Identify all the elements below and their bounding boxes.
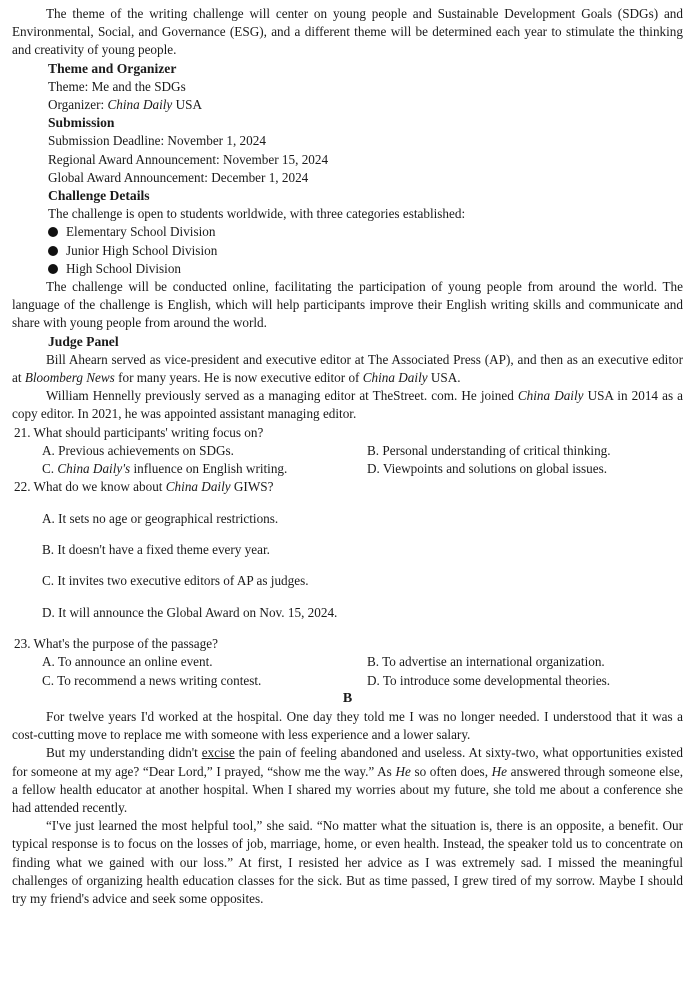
details-intro: The challenge is open to students worldwide, with three categories established: bbox=[48, 206, 466, 222]
category-item: Junior High School Division bbox=[48, 242, 683, 260]
organizer-rest: USA bbox=[172, 97, 202, 113]
judge-heading: Judge Panel bbox=[48, 333, 119, 349]
q23-option-c[interactable]: C. To recommend a news writing contest. bbox=[42, 672, 262, 688]
category-item: Elementary School Division bbox=[48, 223, 683, 241]
bullet-icon bbox=[48, 264, 58, 274]
organizer-label: Organizer: bbox=[48, 97, 108, 113]
deadline-line: Submission Deadline: November 1, 2024 bbox=[48, 133, 266, 149]
bullet-icon bbox=[48, 227, 58, 237]
regional-line: Regional Award Announcement: November 15, 2024 bbox=[48, 151, 329, 167]
judge1-paragraph: Bill Ahearn served as vice-president and executive editor at The Associated Press (AP), and then as an executive editor at Bloomberg News for many years. He is now executive editor of China Daily USA. bbox=[12, 351, 683, 386]
q21-option-c[interactable]: C. China Daily's influence on English writing. bbox=[42, 461, 288, 477]
q22-option-a[interactable]: A. It sets no age or geographical restrictions. bbox=[42, 510, 279, 526]
theme-heading: Theme and Organizer bbox=[48, 60, 177, 76]
q22-option-d[interactable]: D. It will announce the Global Award on Nov. 15, 2024. bbox=[42, 604, 338, 620]
section-b-heading: B bbox=[342, 690, 353, 706]
organizer-italic: China Daily bbox=[107, 97, 173, 113]
q21-option-b[interactable]: B. Personal understanding of critical thinking. bbox=[367, 442, 611, 458]
q21-option-a[interactable]: A. Previous achievements on SDGs. bbox=[42, 442, 234, 458]
underlined-word: excise bbox=[201, 745, 235, 761]
q23-option-d[interactable]: D. To introduce some developmental theories. bbox=[367, 672, 611, 688]
q21-options bbox=[42, 442, 683, 478]
q23-option-a[interactable]: A. To announce an online event. bbox=[42, 654, 213, 670]
passage-b-paragraph-1: For twelve years I'd worked at the hospital. One day they told me I was no longer needed. I understood that it was a cost-cutting move to replace me with someone with less experience and a lower salary. bbox=[12, 709, 683, 743]
q22-option-b[interactable]: B. It doesn't have a fixed theme every year. bbox=[42, 542, 270, 558]
passage-b-paragraph-2: But my understanding didn't excise the pain of feeling abandoned and useless. At sixty-two, what opportunities existed for someone at my age? “Dear Lord,” I prayed, “show me the way.” As He so often does, He answered through someone else, a fellow health educator at another hospital. When I shared my worries about my future, she told me about a conference she had attended recently. bbox=[12, 745, 684, 816]
intro-paragraph: The theme of the writing challenge will center on young people and Sustainable Development Goals (SDGs) and Environmental, Social, and Governance (ESG), and a different theme will be determined each year to stimulate the thinking and creativity of young people. bbox=[12, 6, 683, 58]
q23-option-b[interactable]: B. To advertise an international organization. bbox=[367, 654, 605, 670]
question-22: 22. What do we know about China Daily GIWS? bbox=[14, 479, 274, 495]
judge2-paragraph: William Hennelly previously served as a managing editor at TheStreet. com. He joined China Daily USA in 2014 as a copy editor. In 2021, he was appointed assistant managing editor. bbox=[12, 388, 683, 422]
q21-option-d[interactable]: D. Viewpoints and solutions on global issues. bbox=[367, 461, 608, 477]
theme-line: Theme: Me and the SDGs bbox=[48, 78, 186, 94]
question-21: 21. What should participants' writing focus on? bbox=[14, 424, 264, 440]
passage-b-paragraph-3: “I've just learned the most helpful tool,” she said. “No matter what the situation is, there is an opposite, a benefit. Our typical response is to focus on the losses of job, marriage, home, or even health. Instead, the speaker told us to concentrate on finding what we gained with our loss.” At first, I resisted her advice as I was extremely sad. I missed the meaningful challenges of organizing health education classes for the sick. But as time passed, I grew tired of my sorrow. Maybe I should try my friend's advice and seek some opposites. bbox=[12, 818, 683, 907]
global-line: Global Award Announcement: December 1, 2024 bbox=[48, 169, 309, 185]
details-heading: Challenge Details bbox=[48, 188, 150, 204]
question-23: 23. What's the purpose of the passage? bbox=[14, 636, 218, 652]
online-paragraph: The challenge will be conducted online, facilitating the participation of young people from around the world. The language of the challenge is English, which will help participants improve their English writing skills and communicate and share with young people from around the world. bbox=[12, 279, 683, 331]
q22-option-c[interactable]: C. It invites two executive editors of AP as judges. bbox=[42, 573, 309, 589]
submission-heading: Submission bbox=[48, 115, 115, 131]
bullet-icon bbox=[48, 246, 58, 256]
category-item: High School Division bbox=[48, 260, 683, 278]
organizer-line bbox=[48, 96, 683, 114]
q23-options bbox=[42, 653, 683, 689]
